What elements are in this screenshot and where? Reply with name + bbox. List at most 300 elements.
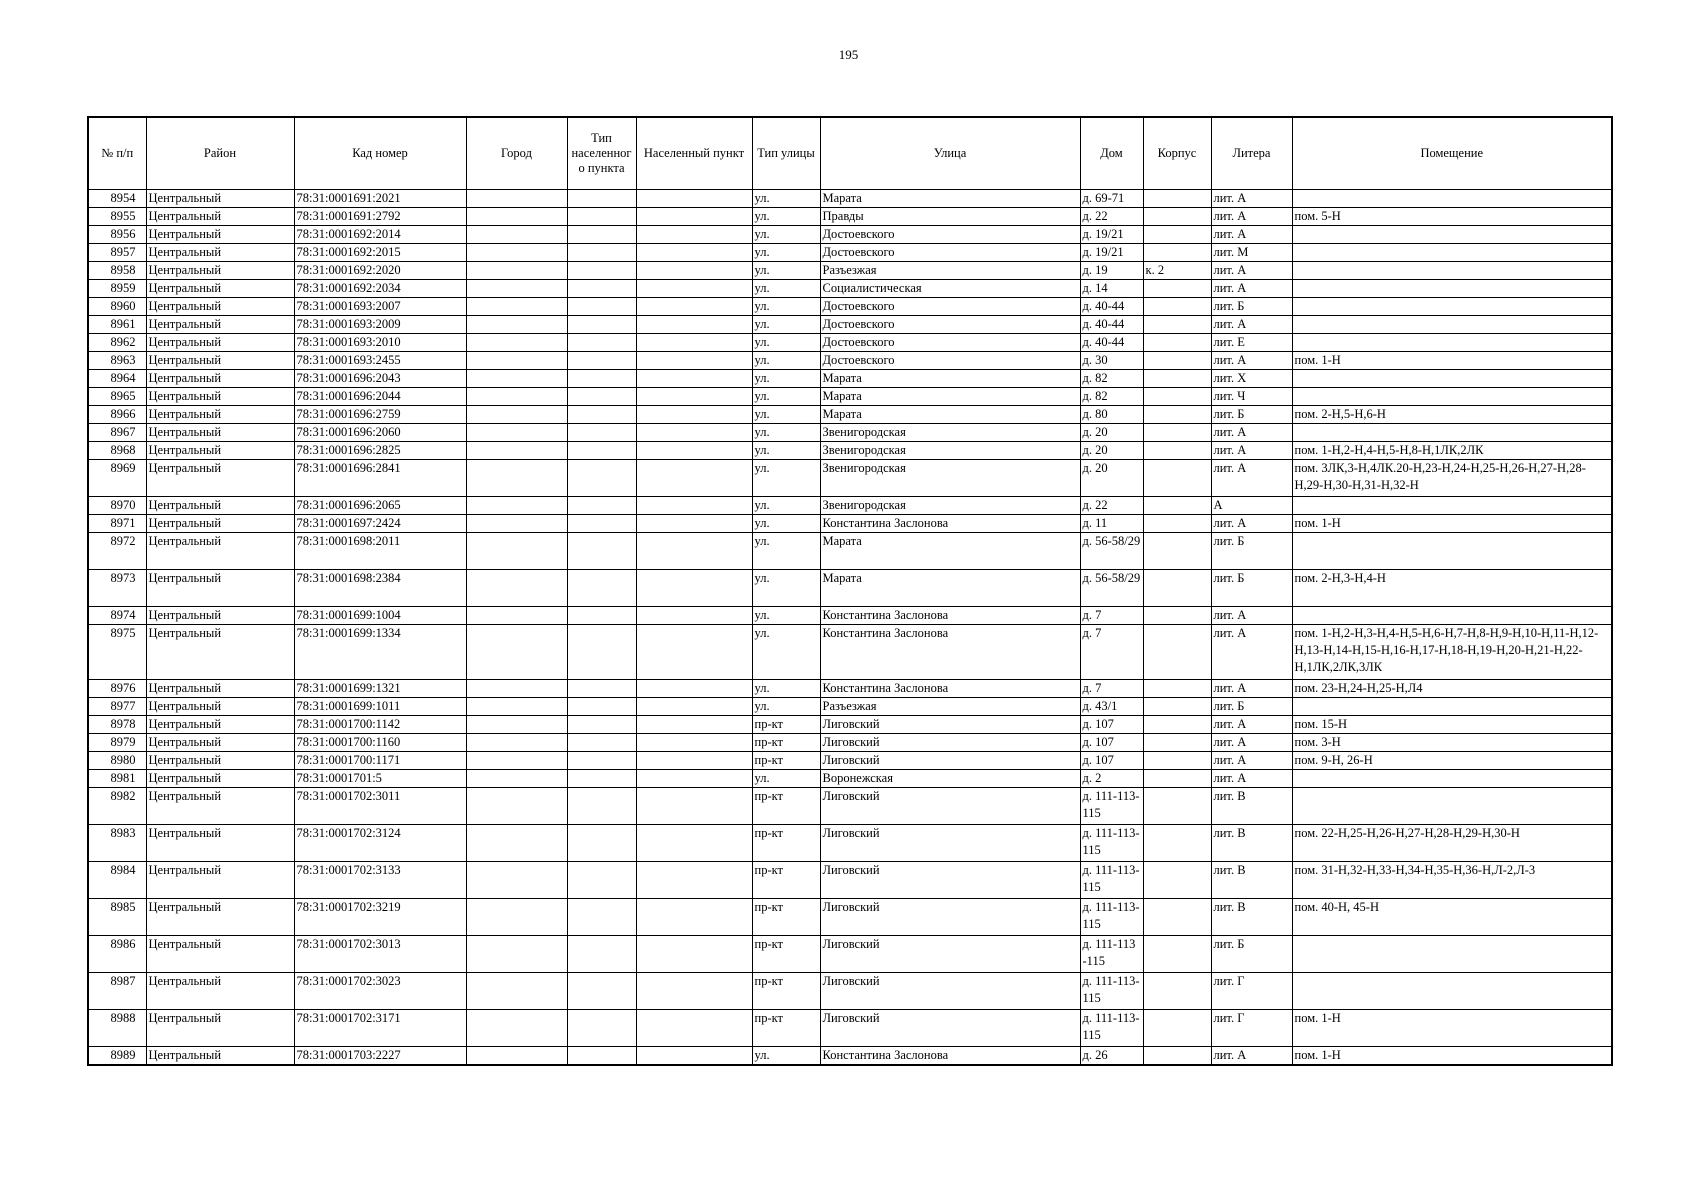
cell-letter: лит. Г [1211,1010,1292,1047]
table-row [88,1047,1612,1066]
cell-premises: пом. 3-Н [1292,734,1612,752]
cell-cadastral: 78:31:0001698:2384 [294,570,466,607]
cell-street: Звенигородская [820,497,1080,515]
cell-num: 8955 [88,208,146,226]
cell-cadastral: 78:31:0001693:2007 [294,298,466,316]
cell-street-type: ул. [752,370,820,388]
cell-city [466,936,567,973]
cell-city [466,607,567,625]
cell-district: Центральный [146,262,294,280]
cell-building [1143,752,1211,770]
cell-letter: лит. А [1211,262,1292,280]
cell-num: 8987 [88,973,146,1010]
cell-street: Марата [820,570,1080,607]
cell-house: д. 22 [1080,208,1143,226]
cell-street: Константина Заслонова [820,607,1080,625]
cell-letter: лит. А [1211,460,1292,497]
cell-letter: лит. А [1211,607,1292,625]
cell-settlement-type [567,424,636,442]
cell-letter: лит. М [1211,244,1292,262]
cell-house: д. 107 [1080,752,1143,770]
cell-street-type: ул. [752,533,820,570]
table-row [88,973,1612,1010]
cell-settlement [636,244,752,262]
cell-district: Центральный [146,370,294,388]
cell-district: Центральный [146,698,294,716]
cell-street-type: ул. [752,442,820,460]
cell-settlement [636,190,752,208]
cell-building [1143,370,1211,388]
cell-num: 8980 [88,752,146,770]
cell-district: Центральный [146,280,294,298]
header-settlement: Населенный пункт [636,117,752,190]
cell-cadastral: 78:31:0001696:2759 [294,406,466,424]
table-row [88,680,1612,698]
table-row [88,280,1612,298]
cell-district: Центральный [146,716,294,734]
cell-city [466,280,567,298]
cell-street: Лиговский [820,788,1080,825]
cell-district: Центральный [146,825,294,862]
cell-city [466,388,567,406]
cell-street: Марата [820,406,1080,424]
table-row [88,698,1612,716]
cell-street-type: пр-кт [752,734,820,752]
cell-district: Центральный [146,334,294,352]
cell-street: Звенигородская [820,460,1080,497]
cell-street: Лиговский [820,973,1080,1010]
cell-cadastral: 78:31:0001699:1004 [294,607,466,625]
cell-building [1143,298,1211,316]
cell-settlement-type [567,788,636,825]
cell-num: 8966 [88,406,146,424]
cell-house: д. 111-113-115 [1080,899,1143,936]
cell-cadastral: 78:31:0001693:2010 [294,334,466,352]
cell-premises [1292,298,1612,316]
cell-street-type: пр-кт [752,862,820,899]
cell-settlement-type [567,190,636,208]
cell-building [1143,208,1211,226]
cell-settlement [636,424,752,442]
cell-street-type: ул. [752,226,820,244]
cell-settlement-type [567,388,636,406]
cell-cadastral: 78:31:0001699:1321 [294,680,466,698]
cell-premises: пом. 31-Н,32-Н,33-Н,34-Н,35-Н,36-Н,Л-2,Л-3 [1292,862,1612,899]
cell-street-type: ул. [752,388,820,406]
cell-house: д. 19/21 [1080,226,1143,244]
cell-cadastral: 78:31:0001700:1171 [294,752,466,770]
cell-street: Лиговский [820,752,1080,770]
cell-street: Константина Заслонова [820,1047,1080,1066]
cell-street-type: ул. [752,406,820,424]
table-row [88,388,1612,406]
cell-premises [1292,424,1612,442]
cell-house: д. 19 [1080,262,1143,280]
cell-settlement-type [567,625,636,680]
cell-building [1143,515,1211,533]
cell-num: 8963 [88,352,146,370]
cell-street-type: ул. [752,497,820,515]
cell-settlement [636,442,752,460]
cell-settlement-type [567,226,636,244]
table-row [88,226,1612,244]
cell-house: д. 107 [1080,716,1143,734]
cell-premises [1292,370,1612,388]
header-settlement-type: Тип населенного пункта [567,117,636,190]
cell-city [466,899,567,936]
cell-premises [1292,190,1612,208]
cell-settlement-type [567,533,636,570]
cell-letter: лит. А [1211,770,1292,788]
cell-cadastral: 78:31:0001691:2021 [294,190,466,208]
cell-street-type: пр-кт [752,788,820,825]
cell-house: д. 20 [1080,424,1143,442]
cell-num: 8988 [88,1010,146,1047]
cell-num: 8979 [88,734,146,752]
cell-settlement [636,825,752,862]
cell-premises [1292,788,1612,825]
cell-cadastral: 78:31:0001696:2065 [294,497,466,515]
cell-cadastral: 78:31:0001692:2015 [294,244,466,262]
cell-num: 8970 [88,497,146,515]
cell-settlement [636,352,752,370]
cell-premises: пом. 2-Н,5-Н,6-Н [1292,406,1612,424]
cell-cadastral: 78:31:0001696:2060 [294,424,466,442]
cell-letter: лит. А [1211,716,1292,734]
cell-cadastral: 78:31:0001692:2020 [294,262,466,280]
cell-street-type: пр-кт [752,716,820,734]
cell-cadastral: 78:31:0001699:1011 [294,698,466,716]
cell-house: д. 30 [1080,352,1143,370]
cell-num: 8976 [88,680,146,698]
cell-district: Центральный [146,226,294,244]
cell-building [1143,716,1211,734]
cell-premises: пом. 1-Н [1292,352,1612,370]
table-row [88,208,1612,226]
cell-street: Достоевского [820,298,1080,316]
cell-cadastral: 78:31:0001702:3171 [294,1010,466,1047]
cell-letter: лит. В [1211,825,1292,862]
cell-street: Лиговский [820,1010,1080,1047]
cell-premises [1292,533,1612,570]
cell-premises [1292,388,1612,406]
cell-street-type: ул. [752,607,820,625]
cell-city [466,680,567,698]
cell-district: Центральный [146,442,294,460]
cell-street-type: пр-кт [752,752,820,770]
cell-settlement-type [567,936,636,973]
cell-settlement-type [567,262,636,280]
cell-street-type: ул. [752,625,820,680]
cell-building [1143,936,1211,973]
cell-building [1143,788,1211,825]
cell-premises: пом. 15-Н [1292,716,1612,734]
cell-building [1143,825,1211,862]
cell-settlement [636,316,752,334]
cell-street-type: ул. [752,244,820,262]
cell-district: Центральный [146,533,294,570]
cell-cadastral: 78:31:0001691:2792 [294,208,466,226]
cell-building [1143,497,1211,515]
header-premises: Помещение [1292,117,1612,190]
cell-street: Марата [820,388,1080,406]
cell-settlement-type [567,280,636,298]
cell-city [466,190,567,208]
cell-cadastral: 78:31:0001702:3133 [294,862,466,899]
cell-num: 8971 [88,515,146,533]
cell-street: Звенигородская [820,442,1080,460]
cell-cadastral: 78:31:0001693:2009 [294,316,466,334]
cell-cadastral: 78:31:0001702:3023 [294,973,466,1010]
cell-settlement-type [567,208,636,226]
cell-city [466,262,567,280]
cell-house: д. 20 [1080,460,1143,497]
cell-street-type: ул. [752,262,820,280]
cell-num: 8978 [88,716,146,734]
cell-street-type: ул. [752,570,820,607]
cell-district: Центральный [146,515,294,533]
cell-num: 8954 [88,190,146,208]
cell-settlement [636,770,752,788]
cell-house: д. 56-58/29 [1080,570,1143,607]
cell-house: д. 111-113-115 [1080,825,1143,862]
cell-street: Лиговский [820,936,1080,973]
cell-premises [1292,770,1612,788]
cell-district: Центральный [146,208,294,226]
cell-street-type: ул. [752,316,820,334]
table-row [88,497,1612,515]
cell-city [466,1047,567,1066]
cell-letter: лит. Б [1211,936,1292,973]
cell-district: Центральный [146,936,294,973]
header-street-type: Тип улицы [752,117,820,190]
cell-house: д. 26 [1080,1047,1143,1066]
cell-street: Достоевского [820,334,1080,352]
cell-premises [1292,698,1612,716]
table-row [88,460,1612,497]
cell-premises [1292,973,1612,1010]
cell-city [466,533,567,570]
cell-cadastral: 78:31:0001700:1142 [294,716,466,734]
cell-settlement-type [567,406,636,424]
cell-district: Центральный [146,1010,294,1047]
cell-settlement [636,607,752,625]
cell-letter: лит. В [1211,899,1292,936]
table-row [88,716,1612,734]
cell-settlement-type [567,352,636,370]
cell-premises [1292,244,1612,262]
cell-street: Константина Заслонова [820,625,1080,680]
cell-street-type: ул. [752,208,820,226]
cell-building [1143,316,1211,334]
cell-num: 8972 [88,533,146,570]
table-row [88,862,1612,899]
cell-building [1143,334,1211,352]
cell-letter: лит. А [1211,734,1292,752]
cell-building [1143,280,1211,298]
cell-house: д. 56-58/29 [1080,533,1143,570]
cell-premises: пом. 5-Н [1292,208,1612,226]
cell-settlement-type [567,752,636,770]
cell-street-type: пр-кт [752,825,820,862]
cell-street: Социалистическая [820,280,1080,298]
cell-street-type: ул. [752,280,820,298]
table-row [88,244,1612,262]
cell-house: д. 82 [1080,388,1143,406]
cell-street: Достоевского [820,226,1080,244]
cell-house: д. 7 [1080,625,1143,680]
cell-city [466,770,567,788]
cell-city [466,370,567,388]
cell-settlement-type [567,442,636,460]
page-number: 195 [838,47,859,62]
cell-premises: пом. 1-Н,2-Н,3-Н,4-Н,5-Н,6-Н,7-Н,8-Н,9-Н,10-Н,11-Н,12-Н,13-Н,14-Н,15-Н,16-Н,17-Н,18-Н,19-Н,20-Н,21-Н,22-Н,1ЛК,2ЛК,3ЛК [1292,625,1612,680]
cell-letter: лит. А [1211,208,1292,226]
cell-settlement-type [567,680,636,698]
cell-district: Центральный [146,770,294,788]
cell-street-type: ул. [752,460,820,497]
cell-house: д. 107 [1080,734,1143,752]
header-district: Район [146,117,294,190]
cell-letter: лит. Б [1211,533,1292,570]
cell-city [466,497,567,515]
cell-cadastral: 78:31:0001692:2014 [294,226,466,244]
cell-city [466,316,567,334]
cell-cadastral: 78:31:0001702:3219 [294,899,466,936]
cell-house: д. 111-113-115 [1080,1010,1143,1047]
cell-num: 8977 [88,698,146,716]
table-row [88,770,1612,788]
cell-premises [1292,936,1612,973]
cell-premises [1292,497,1612,515]
cell-letter: лит. А [1211,226,1292,244]
table-row [88,899,1612,936]
cell-street-type: ул. [752,352,820,370]
cell-house: д. 22 [1080,497,1143,515]
cell-street: Марата [820,533,1080,570]
cell-district: Центральный [146,190,294,208]
cell-settlement [636,298,752,316]
cell-premises: пом. 9-Н, 26-Н [1292,752,1612,770]
cell-building [1143,698,1211,716]
cell-letter: лит. А [1211,190,1292,208]
cell-num: 8989 [88,1047,146,1066]
cell-house: д. 111-113-115 [1080,788,1143,825]
cell-house: д. 40-44 [1080,298,1143,316]
cell-street-type: ул. [752,1047,820,1066]
cell-num: 8974 [88,607,146,625]
table-row [88,788,1612,825]
cell-city [466,515,567,533]
cell-settlement-type [567,734,636,752]
cell-num: 8984 [88,862,146,899]
cell-house: д. 7 [1080,607,1143,625]
cell-settlement-type [567,497,636,515]
cell-building [1143,899,1211,936]
cell-letter: лит. Б [1211,570,1292,607]
table-row [88,936,1612,973]
cell-district: Центральный [146,460,294,497]
cell-settlement-type [567,716,636,734]
cell-settlement-type [567,862,636,899]
cell-street: Звенигородская [820,424,1080,442]
cell-num: 8973 [88,570,146,607]
cell-settlement-type [567,570,636,607]
cell-num: 8985 [88,899,146,936]
cell-city [466,752,567,770]
cell-house: д. 111-113-115 [1080,862,1143,899]
cell-house: д. 7 [1080,680,1143,698]
cell-num: 8975 [88,625,146,680]
cell-num: 8969 [88,460,146,497]
cell-building [1143,352,1211,370]
cell-settlement [636,788,752,825]
table-row [88,442,1612,460]
cell-district: Центральный [146,973,294,1010]
cell-city [466,734,567,752]
cell-letter: лит. Б [1211,406,1292,424]
cell-district: Центральный [146,298,294,316]
cell-premises [1292,334,1612,352]
cell-city [466,424,567,442]
cell-premises: пом. 2-Н,3-Н,4-Н [1292,570,1612,607]
cell-street-type: ул. [752,770,820,788]
cell-street-type: ул. [752,698,820,716]
cell-city [466,862,567,899]
table-row [88,316,1612,334]
cell-street: Константина Заслонова [820,515,1080,533]
cell-settlement [636,698,752,716]
cell-house: д. 40-44 [1080,334,1143,352]
cell-settlement-type [567,899,636,936]
cell-letter: лит. А [1211,625,1292,680]
table-row [88,515,1612,533]
cell-letter: лит. А [1211,1047,1292,1066]
cell-settlement-type [567,770,636,788]
cell-city [466,442,567,460]
cell-settlement [636,406,752,424]
cell-settlement [636,226,752,244]
cell-district: Центральный [146,625,294,680]
cell-district: Центральный [146,352,294,370]
cell-letter: лит. Б [1211,298,1292,316]
cell-building [1143,406,1211,424]
cell-cadastral: 78:31:0001696:2841 [294,460,466,497]
cell-city [466,244,567,262]
cell-cadastral: 78:31:0001696:2043 [294,370,466,388]
cell-settlement-type [567,698,636,716]
cell-cadastral: 78:31:0001702:3013 [294,936,466,973]
header-cadastral: Кад номер [294,117,466,190]
cell-num: 8957 [88,244,146,262]
property-table [87,116,1613,1066]
cell-settlement-type [567,244,636,262]
cell-settlement [636,388,752,406]
cell-building [1143,1047,1211,1066]
cell-num: 8964 [88,370,146,388]
cell-house: д. 69-71 [1080,190,1143,208]
cell-letter: лит. А [1211,352,1292,370]
header-city: Город [466,117,567,190]
cell-letter: лит. А [1211,424,1292,442]
cell-settlement [636,716,752,734]
cell-premises: пом. 1-Н [1292,1010,1612,1047]
cell-city [466,406,567,424]
cell-district: Центральный [146,607,294,625]
cell-house: д. 19/21 [1080,244,1143,262]
cell-building [1143,625,1211,680]
cell-settlement [636,262,752,280]
